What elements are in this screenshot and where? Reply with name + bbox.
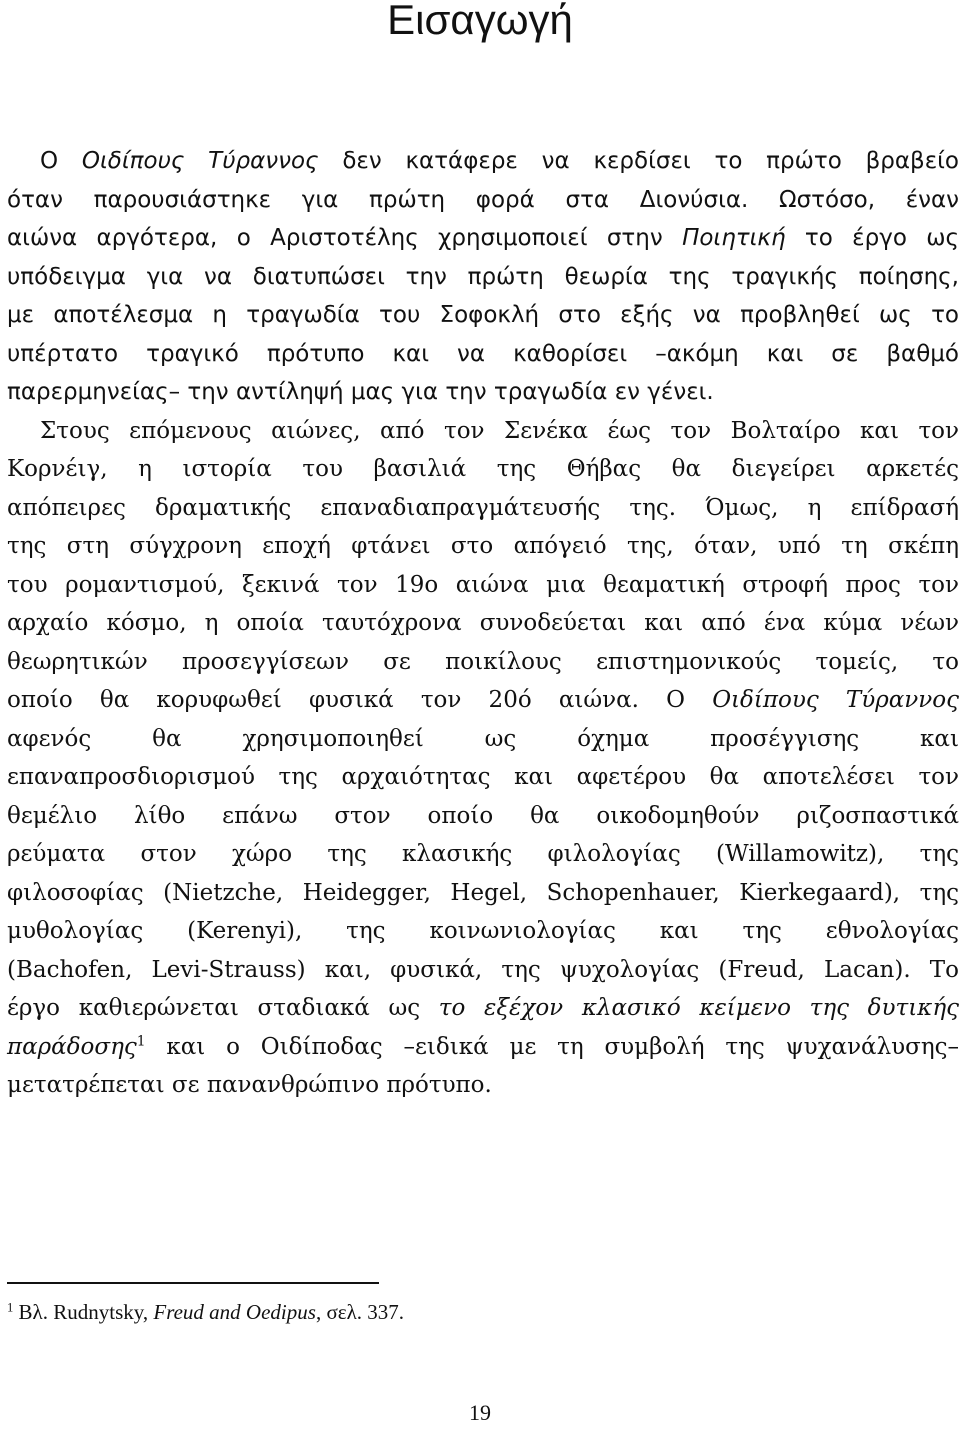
footnote-ref: επαναπροσδιορισμού της αρχαιότητας και αφετέρου θα αποτελέσει τον	[7, 764, 959, 790]
text-line	[7, 1066, 959, 1105]
footnote-ref: παρερμηνείας– την αντίληψή μας για την τραγωδία εν γένει.	[7, 379, 714, 405]
text-line	[7, 681, 959, 720]
text-line	[7, 373, 959, 412]
footnote-ref: της στη σύγχρονη εποχή φτάνει στο απόγειό της, όταν, υπό τη σκέπη	[7, 533, 959, 559]
text-run: παράδοσης	[7, 1033, 137, 1060]
text-line	[7, 758, 959, 797]
text-line	[7, 951, 959, 990]
footnote-ref: μυθολογίας (Kerenyi), της κοινωνιολογίας και της εθνολογίας	[7, 918, 959, 944]
footnote-ref: έργο καθιερώνεται σταδιακά ως	[7, 995, 439, 1021]
footnote	[7, 1297, 404, 1327]
footnote-ref: ρεύματα στον χώρο της κλασικής φιλολογίας (Willamowitz), της	[7, 841, 959, 867]
page-number: 19	[469, 1400, 491, 1425]
footnote-suffix: , σελ. 337.	[315, 1300, 405, 1324]
page-title: Εισαγωγή	[387, 0, 573, 43]
text-line	[7, 181, 959, 220]
footnote-ref: αφενός θα χρησιμοποιηθεί ως όχημα προσέγγισης και	[7, 725, 959, 752]
footnote-ref: του ρομαντισμού, ξεκινά τον 19ο αιώνα μια θεαματική στροφή προς τον	[7, 571, 959, 598]
text-line	[7, 527, 959, 566]
text-line	[7, 643, 959, 682]
footnote-separator	[7, 1282, 379, 1284]
text-line	[7, 874, 959, 913]
footnote-ref: μετατρέπεται σε πανανθρώπινο πρότυπο.	[7, 1072, 492, 1098]
text-run: Οιδίπους Τύραννος	[712, 687, 959, 713]
text-run: το εξέχον κλασικό κείμενο της δυτικής	[438, 995, 959, 1021]
footnote-book-title: Freud and Oedipus	[153, 1300, 316, 1324]
footnote-ref: υπέρτατο τραγικό πρότυπο και να καθορίσει –ακόμη και σε βαθμό	[7, 340, 959, 367]
footnote-ref: το έργο ως	[785, 225, 960, 251]
text-line	[7, 604, 959, 643]
footnote-ref: δεν κατάφερε να κερδίσει το πρώτο βραβείο	[318, 148, 959, 174]
footnote-ref: με αποτέλεσμα η τραγωδία του Σοφοκλή στο εξής να προβληθεί ως το	[7, 302, 959, 328]
footnote-ref: αιώνα αργότερα, ο Αριστοτέλης χρησιμοποιεί στην	[7, 225, 683, 251]
footnote-ref: θεωρητικών προσεγγίσεων σε ποικίλους επιστημονικούς τομείς, το	[7, 648, 959, 675]
footnote-ref: (Bachofen, Levi-Strauss) και, φυσικά, της ψυχολογίας (Freud, Lacan). Το	[7, 956, 959, 983]
footnote-ref: θεμέλιο λίθο επάνω στον οποίο θα οικοδομηθούν ριζοσπαστικά	[7, 802, 959, 829]
text-line	[7, 489, 959, 528]
text-line	[7, 720, 959, 759]
text-run: Ποιητική	[682, 225, 786, 251]
footnote-ref: υπόδειγμα για να διατυπώσει την πρώτη θεωρία της τραγικής ποίησης,	[7, 263, 959, 290]
body-paragraph	[7, 142, 959, 1105]
footnote-ref: αρχαίο κόσμο, η οποία ταυτόχρονα συνοδεύεται και από ένα κύμα νέων	[7, 610, 959, 636]
text-line	[7, 835, 959, 874]
footnote-ref: Κορνέιγ, η ιστορία του βασιλιά της Θήβας θα διεγείρει αρκετές	[7, 456, 959, 482]
footnote-ref: απόπειρες δραματικής επαναδιαπραγμάτευσής της. Όμως, η επίδρασή	[7, 494, 959, 521]
text-line	[7, 797, 959, 836]
footnote-ref: οποίο θα κορυφωθεί φυσικά τον 20ό αιώνα. Ο	[7, 687, 713, 713]
text-line	[7, 450, 959, 489]
text-line	[7, 989, 959, 1028]
text-line	[7, 912, 959, 951]
text-line	[7, 566, 959, 605]
footnote-number: 1	[7, 1300, 14, 1315]
text-line	[7, 412, 959, 451]
footnote-ref: και ο Οιδίποδας –ειδικά με τη συμβολή της ψυχανάλυσης–	[145, 1033, 959, 1060]
footnote-prefix: Βλ. Rudnytsky,	[13, 1300, 154, 1324]
text-line	[7, 1028, 959, 1067]
text-run: Οιδίπους Τύραννος	[81, 148, 319, 174]
footnote-ref: φιλοσοφίας (Nietzche, Heidegger, Hegel, Schopenhauer, Kierkegaard), της	[7, 879, 959, 906]
footnote-ref: Ο	[40, 148, 82, 174]
text-line	[7, 219, 959, 258]
text-line	[7, 335, 959, 374]
footnote-ref: Στους επόμενους αιώνες, από τον Σενέκα έως τον Βολταίρο και τον	[40, 417, 959, 444]
footnote-ref: όταν παρουσιάστηκε για πρώτη φορά στα Διονύσια. Ωστόσο, έναν	[7, 186, 959, 213]
footnote-ref: 1	[136, 1033, 146, 1050]
text-line	[7, 258, 959, 297]
text-line	[7, 142, 959, 181]
text-line	[7, 296, 959, 335]
